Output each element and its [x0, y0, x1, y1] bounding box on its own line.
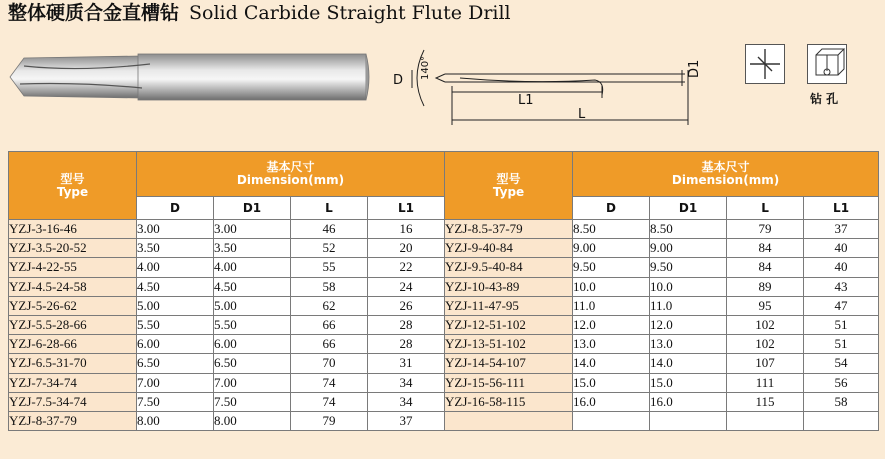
- table-row: [9, 296, 879, 315]
- dimension-cell: 4.00: [214, 258, 291, 277]
- dimension-cell: 4.50: [137, 277, 214, 296]
- table-row: [9, 411, 879, 430]
- table-row: [9, 354, 879, 373]
- dimension-cell: 102: [727, 315, 804, 334]
- dimension-cell: 3.00: [214, 220, 291, 239]
- dimension-cell: 4.50: [214, 277, 291, 296]
- dimension-header-right: 基本尺寸 Dimension(mm): [573, 152, 879, 197]
- dimension-cell: 5.00: [137, 296, 214, 315]
- type-cell: YZJ-14-54-107: [445, 354, 573, 373]
- dimension-cell: 6.00: [137, 335, 214, 354]
- dimension-cell: 7.50: [137, 392, 214, 411]
- dimension-cell: 12.0: [573, 315, 650, 334]
- dimension-cell: 22: [368, 258, 445, 277]
- type-cell: YZJ-10-43-89: [445, 277, 573, 296]
- type-cell: [445, 411, 573, 430]
- dimension-cell: 74: [291, 392, 368, 411]
- col-D: D: [137, 197, 214, 220]
- dimension-cell: [650, 411, 727, 430]
- dimension-cell: 5.00: [214, 296, 291, 315]
- dimension-cell: 9.00: [573, 239, 650, 258]
- dimension-cell: 31: [368, 354, 445, 373]
- dimension-cell: 102: [727, 335, 804, 354]
- dimension-cell: 15.0: [573, 373, 650, 392]
- dimension-cell: 56: [804, 373, 879, 392]
- table-row: [9, 315, 879, 334]
- dimension-cell: 3.00: [137, 220, 214, 239]
- table-row: [9, 392, 879, 411]
- dimension-cell: 14.0: [650, 354, 727, 373]
- dimension-cell: 84: [727, 239, 804, 258]
- dimension-cell: 28: [368, 335, 445, 354]
- type-cell: YZJ-9.5-40-84: [445, 258, 573, 277]
- dimension-cell: [804, 411, 879, 430]
- dimension-cell: 37: [804, 220, 879, 239]
- dimension-cell: 47: [804, 296, 879, 315]
- flute-cross-section-icon: [745, 44, 785, 84]
- dimension-cell: 8.00: [214, 411, 291, 430]
- dimension-cell: 9.50: [650, 258, 727, 277]
- type-cell: YZJ-15-56-111: [445, 373, 573, 392]
- col-D1: D1: [214, 197, 291, 220]
- drill-diagram: [390, 40, 700, 130]
- type-cell: YZJ-9-40-84: [445, 239, 573, 258]
- dimension-cell: 58: [804, 392, 879, 411]
- spec-table: [8, 151, 879, 431]
- dimension-cell: 84: [727, 258, 804, 277]
- type-cell: YZJ-11-47-95: [445, 296, 573, 315]
- dimension-cell: 79: [291, 411, 368, 430]
- col-D: D: [573, 197, 650, 220]
- dimension-cell: 51: [804, 335, 879, 354]
- type-cell: YZJ-16-58-115: [445, 392, 573, 411]
- dimension-cell: 8.00: [137, 411, 214, 430]
- table-row: [9, 220, 879, 239]
- dimension-cell: 11.0: [573, 296, 650, 315]
- type-cell: YZJ-3.5-20-52: [9, 239, 137, 258]
- label-D: D: [393, 73, 404, 88]
- dimension-cell: 107: [727, 354, 804, 373]
- dimension-cell: 3.50: [214, 239, 291, 258]
- type-header-left: 型号 Type: [9, 152, 137, 220]
- dimension-cell: 55: [291, 258, 368, 277]
- dimension-cell: 10.0: [573, 277, 650, 296]
- type-header-right: 型号 Type: [445, 152, 573, 220]
- col-L1: L1: [368, 197, 445, 220]
- dimension-cell: [573, 411, 650, 430]
- dimension-cell: 40: [804, 258, 879, 277]
- label-D1: D1: [687, 59, 702, 78]
- dimension-cell: 6.50: [214, 354, 291, 373]
- dimension-cell: 37: [368, 411, 445, 430]
- dimension-cell: 11.0: [650, 296, 727, 315]
- col-L1: L1: [804, 197, 879, 220]
- dimension-cell: 34: [368, 392, 445, 411]
- dimension-cell: 7.50: [214, 392, 291, 411]
- dimension-cell: 79: [727, 220, 804, 239]
- dimension-cell: 24: [368, 277, 445, 296]
- dimension-cell: 3.50: [137, 239, 214, 258]
- label-L: L: [578, 107, 586, 122]
- type-cell: YZJ-13-51-102: [445, 335, 573, 354]
- angle-label: 140°: [420, 55, 431, 80]
- type-cell: YZJ-7-34-74: [9, 373, 137, 392]
- dimension-cell: 62: [291, 296, 368, 315]
- dimension-cell: 7.00: [214, 373, 291, 392]
- dimension-cell: 9.50: [573, 258, 650, 277]
- dimension-cell: 16.0: [650, 392, 727, 411]
- type-cell: YZJ-7.5-34-74: [9, 392, 137, 411]
- col-L: L: [291, 197, 368, 220]
- type-cell: YZJ-8.5-37-79: [445, 220, 573, 239]
- drill-photo: [10, 48, 372, 106]
- dimension-cell: 70: [291, 354, 368, 373]
- table-row: [9, 373, 879, 392]
- dimension-cell: 66: [291, 335, 368, 354]
- col-D1: D1: [650, 197, 727, 220]
- table-row: [9, 239, 879, 258]
- dimension-cell: 8.50: [573, 220, 650, 239]
- dimension-cell: 66: [291, 315, 368, 334]
- type-cell: YZJ-6-28-66: [9, 335, 137, 354]
- dimension-cell: 13.0: [650, 335, 727, 354]
- drilling-icon: [807, 44, 847, 84]
- dimension-cell: 40: [804, 239, 879, 258]
- dimension-cell: 43: [804, 277, 879, 296]
- dimension-cell: 28: [368, 315, 445, 334]
- dimension-cell: 20: [368, 239, 445, 258]
- type-cell: YZJ-4.5-24-58: [9, 277, 137, 296]
- dimension-cell: 51: [804, 315, 879, 334]
- title-english: Solid Carbide Straight Flute Drill: [189, 2, 511, 24]
- dimension-cell: [727, 411, 804, 430]
- dimension-cell: 74: [291, 373, 368, 392]
- table-row: [9, 335, 879, 354]
- table-row: [9, 258, 879, 277]
- dimension-cell: 9.00: [650, 239, 727, 258]
- dimension-cell: 46: [291, 220, 368, 239]
- dimension-cell: 54: [804, 354, 879, 373]
- dimension-cell: 5.50: [137, 315, 214, 334]
- type-cell: YZJ-8-37-79: [9, 411, 137, 430]
- dimension-cell: 89: [727, 277, 804, 296]
- dimension-cell: 10.0: [650, 277, 727, 296]
- dimension-cell: 34: [368, 373, 445, 392]
- dimension-cell: 52: [291, 239, 368, 258]
- type-cell: YZJ-5-26-62: [9, 296, 137, 315]
- dimension-cell: 6.00: [214, 335, 291, 354]
- type-cell: YZJ-12-51-102: [445, 315, 573, 334]
- type-cell: YZJ-5.5-28-66: [9, 315, 137, 334]
- dimension-cell: 16: [368, 220, 445, 239]
- dimension-cell: 111: [727, 373, 804, 392]
- dimension-cell: 5.50: [214, 315, 291, 334]
- label-L1: L1: [518, 93, 534, 108]
- dimension-cell: 58: [291, 277, 368, 296]
- type-cell: YZJ-4-22-55: [9, 258, 137, 277]
- drilling-caption: 钻 孔: [810, 92, 839, 106]
- dimension-header-left: 基本尺寸 Dimension(mm): [137, 152, 445, 197]
- dimension-cell: 7.00: [137, 373, 214, 392]
- dimension-cell: 115: [727, 392, 804, 411]
- dimension-cell: 13.0: [573, 335, 650, 354]
- dimension-cell: 8.50: [650, 220, 727, 239]
- dimension-cell: 14.0: [573, 354, 650, 373]
- dimension-cell: 16.0: [573, 392, 650, 411]
- dimension-cell: 4.00: [137, 258, 214, 277]
- type-cell: YZJ-3-16-46: [9, 220, 137, 239]
- page-title: [8, 0, 511, 26]
- col-L: L: [727, 197, 804, 220]
- dimension-cell: 95: [727, 296, 804, 315]
- title-chinese: 整体硬质合金直槽钻: [8, 2, 180, 24]
- dimension-cell: 6.50: [137, 354, 214, 373]
- type-cell: YZJ-6.5-31-70: [9, 354, 137, 373]
- dimension-cell: 15.0: [650, 373, 727, 392]
- table-row: [9, 277, 879, 296]
- dimension-cell: 26: [368, 296, 445, 315]
- dimension-cell: 12.0: [650, 315, 727, 334]
